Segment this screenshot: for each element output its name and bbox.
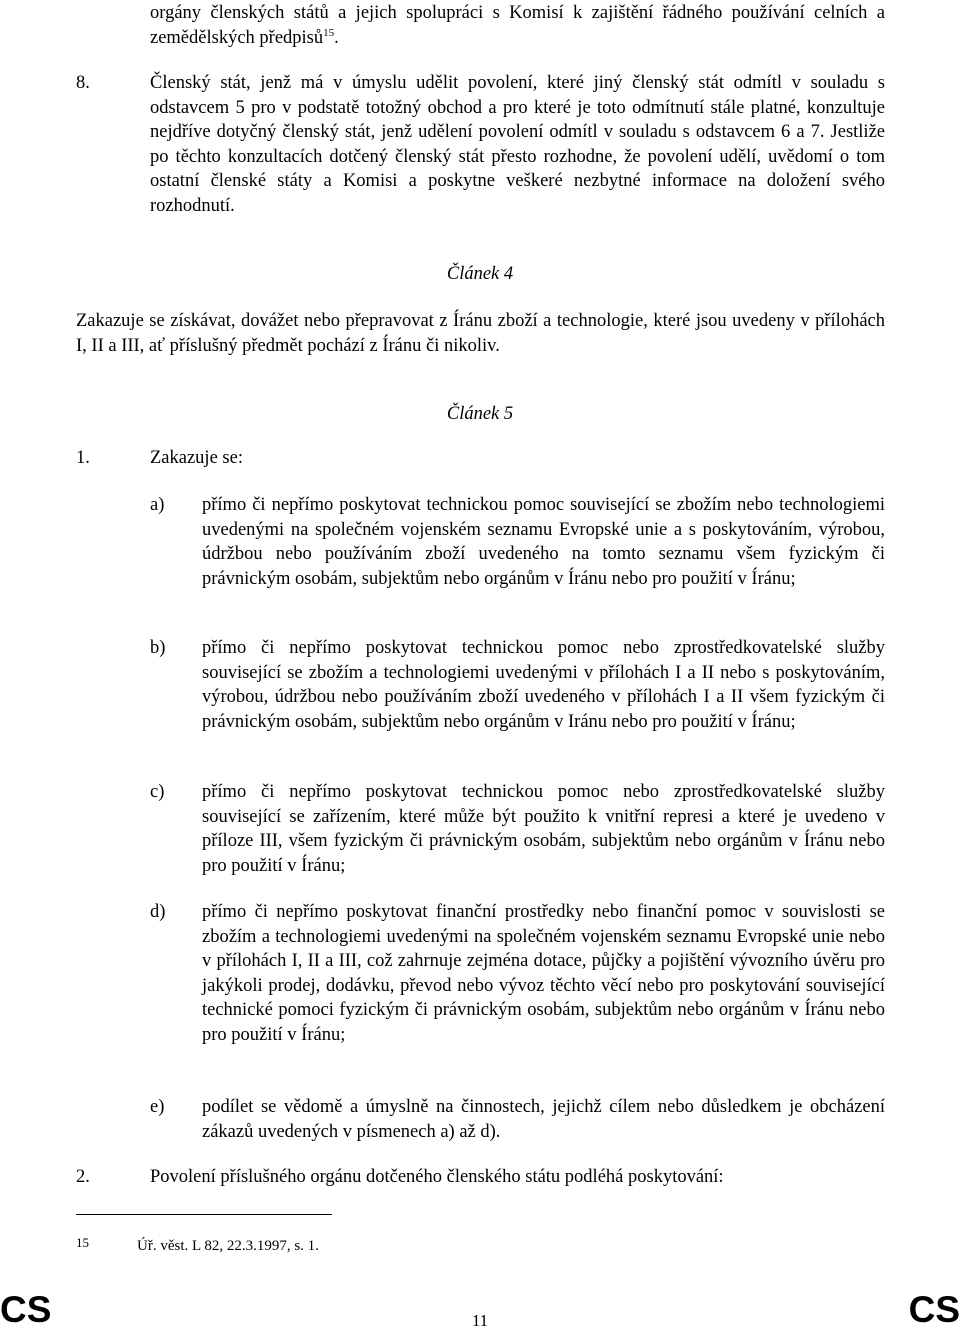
paragraph-8-text: Členský stát, jenž má v úmyslu udělit povolení, které jiný členský stát odmítl v souladu s odstavcem 5 pro v podstatě totožný obchod a pro které je toto odmítnutí stále platné, konzultuje nejdříve dotyčný členský stát, jenž udělení povolení odmítl v souladu s odstavcem 6 a 7. Jestliže po těchto konzultacích dotčený členský stát přesto rozhodne, že povolení udělí, uvědomí o tom ostatní členské státy a Komisi a poskytne veškeré nezbytné informace na doložení svého rozhodnutí. — [150, 73, 885, 216]
intro-text: orgány členských států a jejich spolupráci s Komisí k zajištění řádného používání celních a zemědělských předpisů — [150, 3, 885, 48]
article-4-text: Zakazuje se získávat, dovážet nebo přepravovat z Íránu zboží a technologie, které jsou uvedeny v přílohách I, II a III, ať příslušný předmět pochází z Íránu či nikoliv. — [76, 311, 885, 356]
article-4-heading: Článek 4 — [446, 264, 514, 284]
footnote-separator — [76, 1214, 332, 1215]
footnote-text: Úř. věst. L 82, 22.3.1997, s. 1. — [137, 1238, 319, 1254]
item-a-label: a) — [150, 495, 165, 515]
language-code-left: CS — [0, 1289, 52, 1330]
article-5-p1-number: 1. — [76, 448, 90, 468]
footnote-number: 15 — [76, 1235, 89, 1250]
item-c-label: c) — [150, 782, 165, 802]
intro-paragraph — [150, 1, 885, 50]
item-d-label: d) — [150, 902, 166, 922]
article-5-p1-text: Zakazuje se: — [150, 448, 243, 468]
footnote-reference: 15 — [323, 26, 335, 39]
item-c-text: přímo či nepřímo poskytovat technickou pomoc nebo zprostředkovatelské služby související se zařízením, které může být použito k vnitřní represi a které je uvedeno v příloze III, všem fyzickým či právnickým osobám, subjektům nebo orgánům v Íránu nebo pro použití v Íránu; — [202, 782, 885, 876]
item-a-text: přímo či nepřímo poskytovat technickou pomoc související se zbožím nebo technologiemi uvedenými na společném vojenském seznamu Evropské unie a s poskytováním, výrobou, údržbou nebo používáním zboží uvedeného na tomto seznamu všem fyzickým či právnickým osobám, subjektům nebo orgánům v Íránu nebo pro použití v Íránu; — [202, 495, 885, 589]
item-e-text: podílet se vědomě a úmyslně na činnostech, jejichž cílem nebo důsledkem je obcházení zákazů uvedených v písmenech a) až d). — [202, 1097, 885, 1142]
item-b-label: b) — [150, 638, 166, 658]
item-e-label: e) — [150, 1097, 165, 1117]
paragraph-8-number: 8. — [76, 73, 90, 93]
page-number: 11 — [471, 1311, 489, 1330]
language-code-right: CS — [908, 1289, 960, 1330]
article-5-heading: Článek 5 — [446, 404, 514, 424]
item-d-text: přímo či nepřímo poskytovat finanční prostředky nebo finanční pomoc v souvislosti se zbožím a technologiemi uvedenými na společném vojenském seznamu Evropské unie nebo v přílohách I, II a III, což zahrnuje zejména dotace, půjčky a pojištění vývozního úvěru pro jakýkoli prodej, dodávku, převod nebo vývoz těchto věcí nebo pro poskytování související technické pomoci fyzickým či právnickým osobám, subjektům nebo orgánům v Íránu nebo pro použití v Íránu; — [202, 902, 885, 1045]
article-5-p2-text: Povolení příslušného orgánu dotčeného členského státu podléhá poskytování: — [150, 1167, 724, 1187]
intro-end: . — [334, 27, 339, 48]
item-b-text: přímo či nepřímo poskytovat technickou pomoc nebo zprostředkovatelské služby související se zbožím a technologiemi uvedenými v přílohách I a II nebo s poskytováním, výrobou, údržbou nebo používáním zboží uvedeného v přílohách I a II všem fyzickým či právnickým osobám, subjektům nebo orgánům v Iránu nebo pro použití v Íránu; — [202, 638, 885, 732]
article-5-p2-number: 2. — [76, 1167, 90, 1187]
